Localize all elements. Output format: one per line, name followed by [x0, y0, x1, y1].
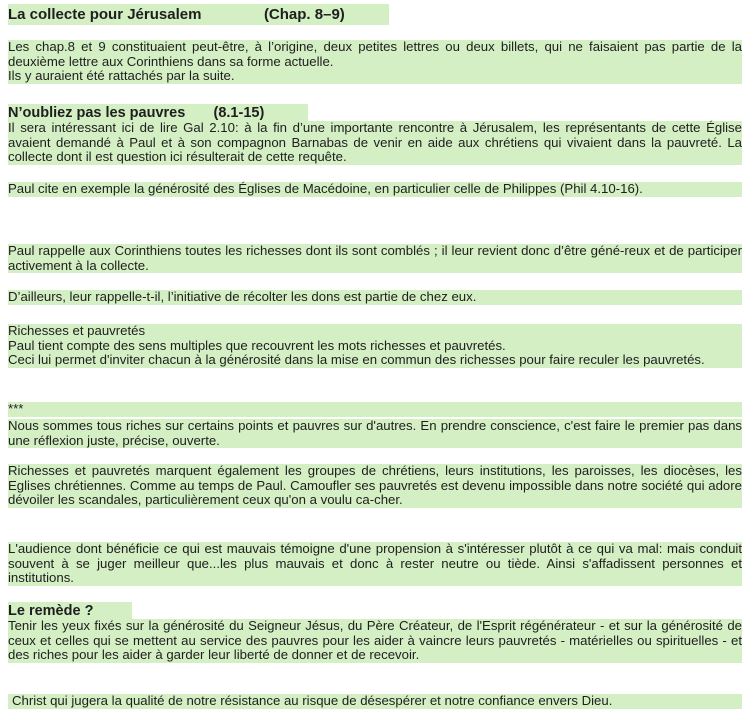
section4-paragraph-1: Tenir les yeux fixés sur la générosité du Seigneur Jésus, du Père Créateur, de l'Esprit régénérateur - et sur la générosité de ceux et celles qui se mettent au service des pauvres pour les aider à vaincre leurs pauvretés - matérielles ou spirituelles - et des riches pour les aider à garder leur liberté de donner et de recevoir. [8, 618, 742, 663]
section2-paragraph-2: Paul cite en exemple la générosité des Églises de Macédoine, en particulier celle de Philippes (Phil 4.10-16). [8, 182, 742, 197]
section2-paragraph-4: D’ailleurs, leur rappelle-t-il, l’initiative de récolter les dons est partie de chez eux. [8, 290, 742, 305]
section2-paragraph-1: Il sera intéressant ici de lire Gal 2.10: à la fin d’une importante rencontre à Jérusalem, les représentants de cette Église avaient demandé à Paul et à son compagnon Barnabas de venir en aide aux chrétiens qui vivaient dans la pauvreté. La collecte dont il est question ici résulterait de cette requête. [8, 120, 742, 165]
section2-paragraph-3: Paul rappelle aux Corinthiens toutes les richesses dont ils sont comblés ; il leur revient donc d’être géné-reux et de participer activement à la collecte. [8, 243, 742, 273]
section4-title: Le remède ? [8, 603, 94, 619]
section3-paragraph-1: Nous sommes tous riches sur certains points et pauvres sur d'autres. En prendre conscience, c'est faire le premier pas dans une réflexion juste, précise, ouverte. [8, 418, 742, 448]
closing-sentence: Christ qui jugera la qualité de notre résistance au risque de désespérer et notre confiance envers Dieu. [8, 694, 742, 709]
section3-subtitle: Richesses et pauvretés [8, 323, 146, 338]
section1-heading [8, 4, 389, 25]
section1-title: La collecte pour Jérusalem [8, 6, 202, 23]
section3-paragraph-2: Richesses et pauvretés marquent également les groupes de chrétiens, leurs institutions, les paroisses, les diocèses, les Eglises chrétiennes. Comme au temps de Paul. Camoufler ses pauvretés est devenu impossible dans notre société qui adore dévoiler les scandales, particulièrement ceux qu'on a voulu ca-cher. [8, 463, 742, 508]
section3-paragraph-3: L'audience dont bénéficie ce qui est mauvais témoigne d'une propension à s'intéresser plutôt à ce qui va mal: mais conduit souvent à se juger meilleur que...les plus mauvais et donc à rester neutre ou tiède. Ainsi s'affadissent personnes et institutions. [8, 541, 742, 586]
section1-chapter: (Chap. 8–9) [263, 6, 345, 23]
section1-paragraph: Les chap.8 et 9 constituaient peut-être, à l’origine, deux petites lettres ou deux billets, qui ne faisaient pas partie de la deuxième lettre aux Corinthiens dans sa forme actuelle. Ils y auraient été rattachés par la suite. [8, 39, 742, 84]
section-separator: *** [8, 402, 742, 417]
section2-title: N’oubliez pas les pauvres [8, 105, 186, 121]
section2-ref: (8.1-15) [213, 105, 265, 121]
section3-block: Richesses et pauvretés Paul tient compte des sens multiples que recouvrent les mots richesses et pauvretés. Ceci lui permet d'inviter chacun à la générosité dans la mise en commun des richesses pour faire reculer les pauvretés. [8, 324, 742, 368]
